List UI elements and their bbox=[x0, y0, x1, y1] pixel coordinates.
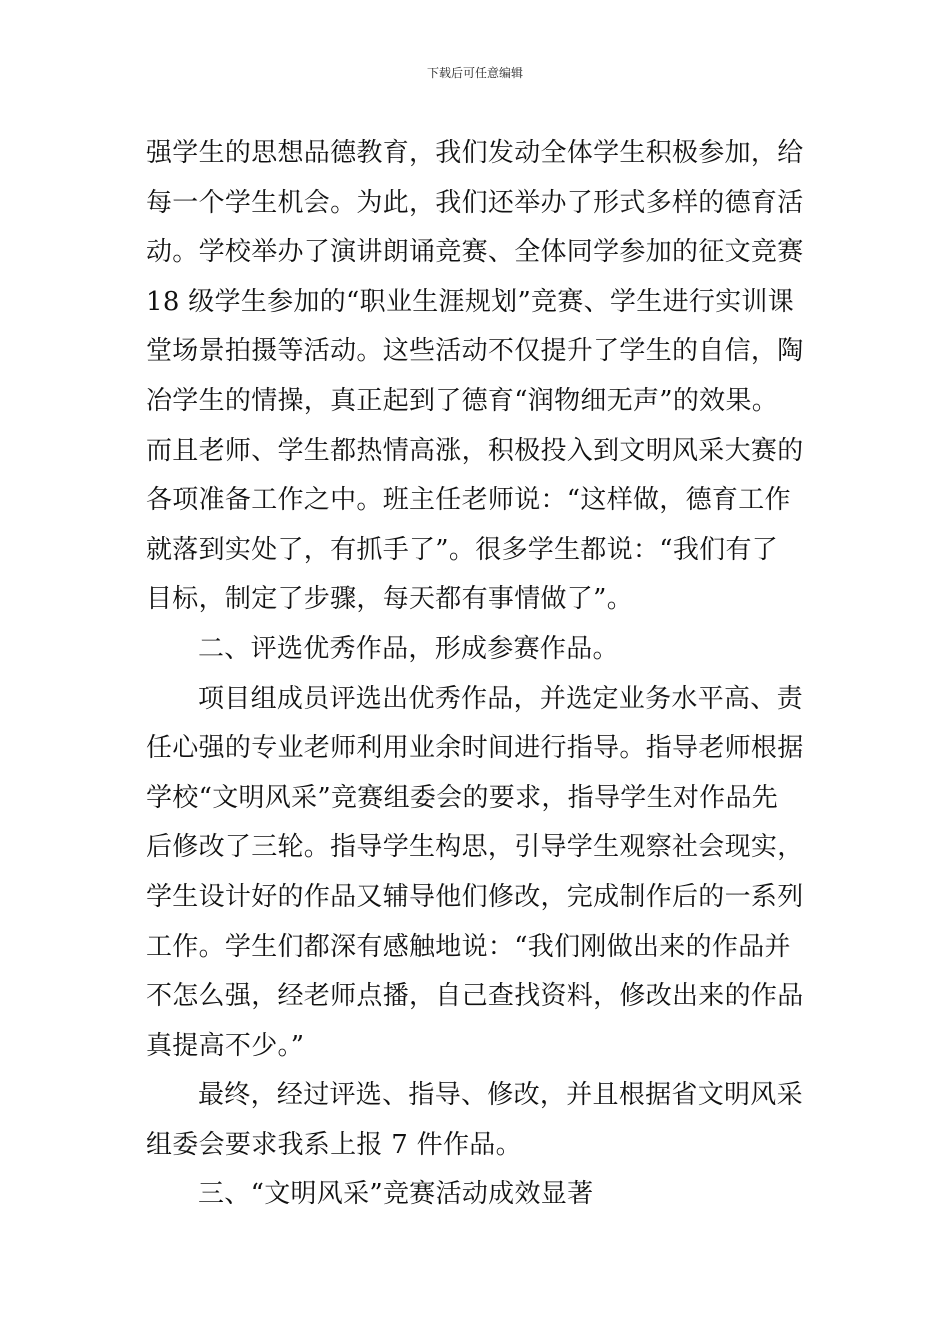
paragraph-line: 动。学校举办了演讲朗诵竞赛、全体同学参加的征文竞赛 bbox=[146, 237, 804, 268]
paragraph-line: 最终，经过评选、指导、修改，并且根据省文明风采 bbox=[198, 1080, 803, 1111]
paragraph-line: 真提高不少。” bbox=[146, 1030, 305, 1061]
paragraph-line: 18 级学生参加的“职业生涯规划”竞赛、学生进行实训课 bbox=[146, 286, 795, 317]
section-heading: 三、“文明风采”竞赛活动成效显著 bbox=[198, 1179, 594, 1210]
paragraph-line: 各项准备工作之中。班主任老师说：“这样做，德育工作 bbox=[146, 485, 791, 516]
paragraph-line: 组委会要求我系上报 7 件作品。 bbox=[146, 1129, 522, 1160]
paragraph-line: 不怎么强，经老师点播，自己查找资料，修改出来的作品 bbox=[146, 981, 804, 1012]
section-heading: 二、评选优秀作品，形成参赛作品。 bbox=[198, 633, 619, 664]
paragraph-line: 就落到实处了，有抓手了”。很多学生都说：“我们有了 bbox=[146, 534, 779, 565]
paragraph-line: 目标，制定了步骤，每天都有事情做了”。 bbox=[146, 584, 633, 615]
paragraph-line: 工作。学生们都深有感触地说：“我们刚做出来的作品并 bbox=[146, 931, 791, 962]
paragraph-line: 学校“文明风采”竞赛组委会的要求，指导学生对作品先 bbox=[146, 782, 779, 813]
paragraph-line: 强学生的思想品德教育，我们发动全体学生积极参加，给 bbox=[146, 138, 804, 168]
document-body bbox=[146, 129, 814, 1220]
page-header: 下载后可任意编辑 bbox=[426, 66, 523, 80]
paragraph-line: 每一个学生机会。为此，我们还举办了形式多样的德育活 bbox=[146, 187, 804, 218]
paragraph-line: 堂场景拍摄等活动。这些活动不仅提升了学生的自信，陶 bbox=[146, 336, 804, 367]
paragraph-line: 而且老师、学生都热情高涨，积极投入到文明风采大赛的 bbox=[146, 435, 804, 466]
paragraph-line: 学生设计好的作品又辅导他们修改，完成制作后的一系列 bbox=[146, 881, 804, 912]
paragraph-line: 冶学生的情操，真正起到了德育“润物细无声”的效果。 bbox=[146, 385, 779, 416]
paragraph-line: 后修改了三轮。指导学生构思，引导学生观察社会现实， bbox=[146, 832, 804, 863]
paragraph-line: 项目组成员评选出优秀作品，并选定业务水平高、责 bbox=[198, 683, 803, 714]
paragraph-line: 任心强的专业老师利用业余时间进行指导。指导老师根据 bbox=[146, 733, 804, 764]
